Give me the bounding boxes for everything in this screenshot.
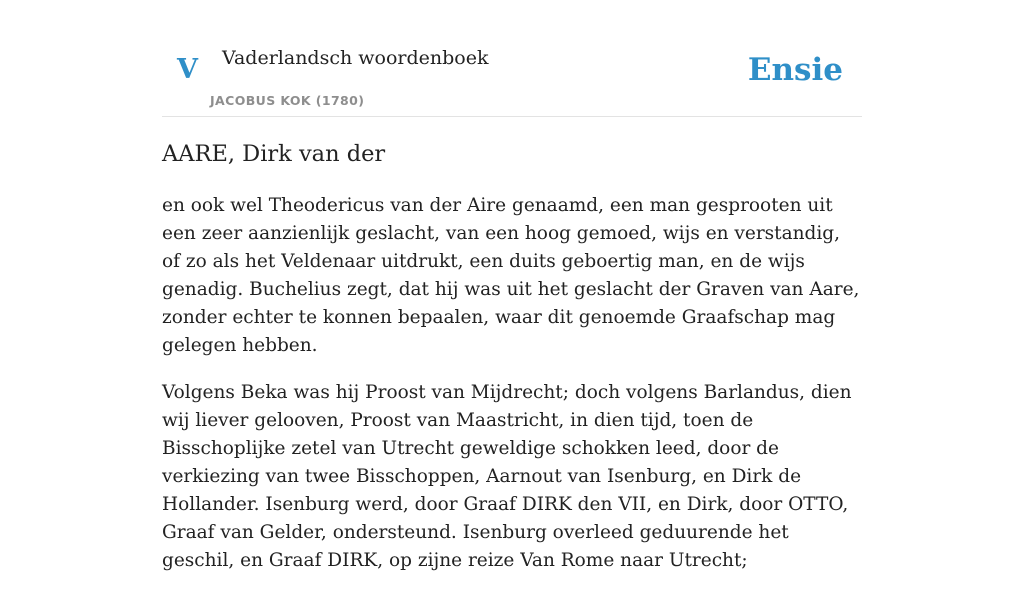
book-title-link[interactable]: Vaderlandsch woordenboek: [222, 47, 489, 69]
content-container: [162, 0, 862, 571]
entry-paragraph-1: en ook wel Theodericus van der Aire genaamd, een man gesprooten uit een zeer aanzienlijk geslacht, van een hoog gemoed, wijs en verstandig, of zo als het Veldenaar uitdrukt, een duits geboertig man, en de wijs genadig. Buchelius zegt, dat hij was uit het geslacht der Graven van Aare, zonder echter te konnen bepaalen, waar dit genoemde Graafschap mag gelegen hebben.: [162, 195, 860, 356]
book-header: [162, 0, 862, 117]
ensie-logo[interactable]: Ensie: [747, 52, 843, 88]
book-letter-logo[interactable]: V: [177, 54, 198, 85]
entry-paragraph-2: Volgens Beka was hij Proost van Mijdrecht; doch volgens Barlandus, dien wij liever gelooven, Proost van Maastricht, in dien tijd, toen de Bisschoplijke zetel van Utrecht geweldige schokken leed, door de verkiezing van twee Bisschoppen, Aarnout van Isenburg, en Dirk de Hollander. Isenburg werd, door Graaf DIRK den VII, en Dirk, door OTTO, Graaf van Gelder, ondersteund. Isenburg overleed geduurende het geschil, en Graaf DIRK, op zijne reize Van Rome naar Utrecht;: [162, 382, 852, 571]
book-author: JACOBUS KOK (1780): [210, 93, 365, 108]
entry-title: AARE, Dirk van der: [162, 141, 386, 167]
entry-body: [162, 192, 862, 594]
